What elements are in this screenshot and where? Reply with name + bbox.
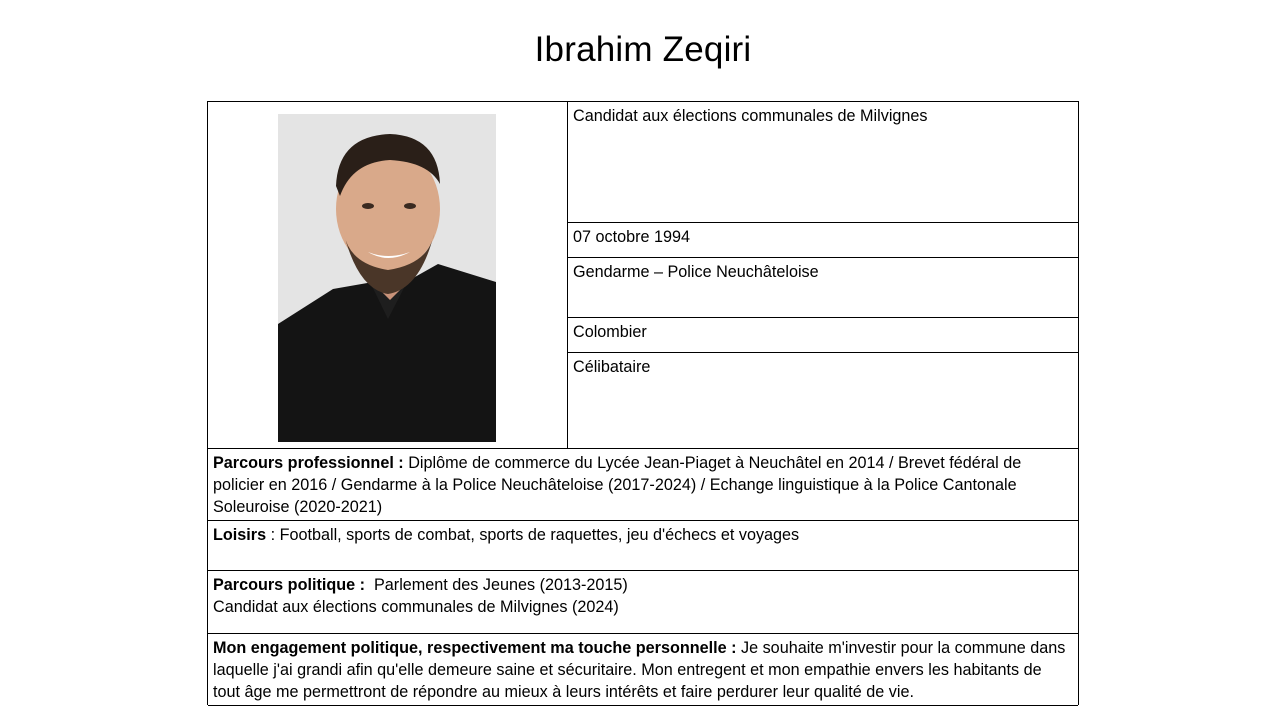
professional-text: Diplôme de commerce du Lycée Jean-Piaget à Neuchâtel en 2014 / Brevet fédéral de policier en 2016 / Gendarme à la Police Neuchâteloise (2017-2024) / Echange linguistique à la Police Cantonale Soleuroise (2020-2021) <box>213 454 1022 516</box>
marital-status-field: Célibataire <box>573 358 651 376</box>
professional-section <box>208 448 1078 521</box>
hobbies-label: Loisirs <box>213 526 267 544</box>
residence-field: Colombier <box>568 318 1078 353</box>
page-title: Ibrahim Zeqiri <box>534 30 752 69</box>
political-line1-text: Parlement des Jeunes (2013-2015) <box>365 576 628 594</box>
hobbies-text: : Football, sports de combat, sports de raquettes, jeu d'échecs et voyages <box>266 526 800 544</box>
candidate-photo <box>278 114 496 442</box>
hobbies-section <box>208 521 1078 571</box>
portrait-illustration <box>278 114 496 442</box>
political-label: Parcours politique : <box>213 576 366 594</box>
occupation-field: Gendarme – Police Neuchâteloise <box>568 258 1078 318</box>
professional-label: Parcours professionnel : <box>213 454 404 472</box>
photo-cell <box>208 102 568 449</box>
political-line-1 <box>213 574 1073 596</box>
birth-date-field: 07 octobre 1994 <box>568 223 1078 258</box>
political-line-2: Candidat aux élections communales de Milvignes (2024) <box>213 598 619 616</box>
engagement-section <box>208 634 1078 706</box>
candidate-sheet <box>207 101 1079 705</box>
engagement-label: Mon engagement politique, respectivement ma touche personnelle : <box>213 639 737 657</box>
engagement-text: Je souhaite m'investir pour la commune dans laquelle j'ai grandi afin qu'elle demeure saine et sécuritaire. Mon entregent et mon empathie envers les habitants de tout âge me permettront de répondre au mieux à leurs intérêts et faire perdurer leur qualité de vie. <box>213 639 1066 701</box>
candidacy-field: Candidat aux élections communales de Milvignes <box>568 102 1078 223</box>
political-section <box>208 571 1078 634</box>
